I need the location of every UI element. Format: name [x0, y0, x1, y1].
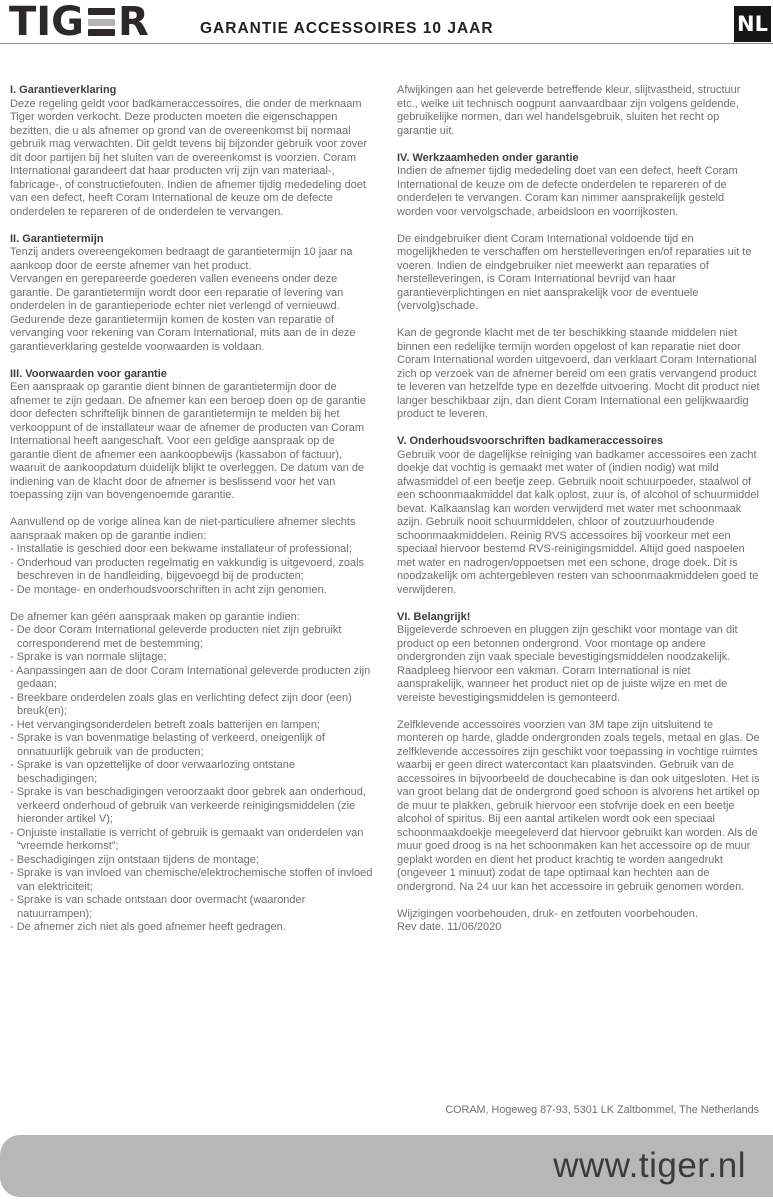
paragraph: De afnemer kan géén aanspraak maken op garantie indien: [10, 610, 300, 623]
bullet-item: - Het vervangingsonderdelen betreft zoals batterijen en lampen; [10, 718, 321, 731]
paragraph: Afwijkingen aan het geleverde betreffende kleur, slijtvastheid, structuur etc., welke uit technisch oogpunt aanvaardbaar zijn volgens geldende, gebruikelijke normen, dan wel handelsgebruik, sluiten het recht op garantie uit. [397, 84, 741, 137]
paragraph-gap [10, 219, 373, 233]
bullet-item: - De afnemer zich niet als goed afnemer heeft gedragen. [10, 921, 286, 933]
paragraph: De eindgebruiker dient Coram International voldoende tijd en mogelijkheden te verschaffen om herstelleveringen en/of reparaties uit te voeren. Indien de eindgebruiker niet meewerkt aan reparaties of herstelleveringen, is Coram International bevrijd van haar garantieverplichtingen en niet aansprakelijk voor de eventuele (vervolg)schade. [397, 232, 752, 312]
section-heading: III. Voorwaarden voor garantie [10, 367, 167, 380]
paragraph: Rev date. 11/06/2020 [397, 921, 502, 933]
paragraph: Bijgeleverde schroeven en pluggen zijn geschikt voor montage van dit product op een betonnen ondergrond. Voor montage op andere ondergronden zijn vaak speciale bevestigingsmiddelen noodzakelijk. Raadpleeg hiervoor een vakman. Coram International is niet aansprakelijk, wanneer het product niet op de juiste wijze en met de vereiste bevestigingsmiddelen is gemonteerd. [397, 624, 738, 704]
right-column [397, 84, 760, 935]
paragraph-gap [397, 705, 760, 719]
paragraph-gap [397, 894, 760, 908]
bullet-item: - De montage- en onderhoudsvoorschriften in acht zijn genomen. [10, 583, 327, 596]
paragraph-gap [10, 597, 373, 611]
section-heading: IV. Werkzaamheden onder garantie [397, 151, 579, 164]
bullet-item: - Beschadigingen zijn ontstaan tijdens de montage; [10, 853, 259, 866]
document-body [0, 44, 773, 935]
paragraph: Wijzigingen voorbehouden, druk- en zetfouten voorbehouden. [397, 907, 698, 920]
bullet-item: - Aanpassingen aan de door Coram International geleverde producten zijn gedaan; [10, 664, 371, 690]
tiger-logo-text-right: R [118, 0, 149, 45]
section-heading: II. Garantietermijn [10, 232, 104, 245]
paragraph: Vervangen en gerepareerde goederen vallen eveneens onder deze garantie. De garantietermijn wordt door een reparatie of levering van onderdelen in de garantieperiode echter niet verlengd of vernieuwd. [10, 273, 344, 312]
bullet-item: - Installatie is geschied door een bekwame installateur of professional; [10, 543, 352, 555]
bullet-item: - Sprake is van schade ontstaan door overmacht (waaronder natuurrampen); [10, 894, 306, 920]
paragraph: Indien de afnemer tijdig mededeling doet van een defect, heeft Coram International de keuze om de defecte onderdelen te repareren of de onderdelen te vervangen. Coram kan nimmer aansprakelijk gesteld worden voor vervolgschade, arbeidsloon en voorrijkosten. [397, 165, 738, 218]
paragraph: Kan de gegronde klacht met de ter beschikking staande middelen niet binnen een redelijke termijn worden opgelost of kan reparatie niet door Coram International worden uitgevoerd, dan verklaart Coram International zich op verzoek van de afnemer bereid om een gratis vervangend product te leveren van hetzelfde type en dezelfde uitvoering. Mocht dit product niet langer beschikbaar zijn, dan dient Coram International een gelijkwaardig product te leveren. [397, 327, 760, 420]
paragraph: Tenzij anders overeengekomen bedraagt de garantietermijn 10 jaar na aankoop door de eerste afnemer van het product. [10, 246, 353, 272]
paragraph-gap [397, 597, 760, 611]
document-header [0, 0, 773, 44]
paragraph: Gebruik voor de dagelijkse reiniging van badkamer accessoires een zacht doekje dat vochtig is gemaakt met water of (indien nodig) wat mild afwasmiddel of een beetje zeep. Gebruik nooit schuurpoeder, staalwol of een schoonmaakmiddel dat kalk oplost, zuur is, of alcohol of schuurmiddel bevat. Kalkaanslag kan worden verwijderd met water met schoonmaak azijn. Gebruik nooit schuurmiddelen, chloor of zoutzuurhoudende schoonmaakmiddelen. Reinig RVS accessoires bij voorkeur met een speciaal hiervoor bestemd RVS-reinigingsmiddel. Altijd goed naspoelen met water en nadrogen/oppoetsen met een schone, droge doek. Dit is noodzakelijk om achtergebleven resten van schoonmaakmiddelen goed te verwijderen. [397, 448, 759, 596]
bullet-item: - De door Coram International geleverde producten niet zijn gebruikt corresponderend met de bestemming; [10, 624, 342, 650]
website-url: www.tiger.nl [553, 1146, 746, 1185]
bullet-item: - Sprake is van beschadigingen veroorzaakt door gebrek aan onderhoud, verkeerd onderhoud of gebruik van verkeerde reinigingsmiddelen (zie hieronder artikel V); [10, 786, 366, 825]
bullet-item: - Breekbare onderdelen zoals glas en verlichting defect zijn door (een) breuk(en); [10, 691, 352, 717]
left-column [10, 84, 373, 935]
paragraph: Gedurende deze garantietermijn komen de kosten van reparatie of vervanging voor rekening van Coram International, mits aan de in deze garantieverklaring gestelde voorwaarden is voldaan. [10, 313, 356, 353]
tiger-logo-e-icon [88, 8, 115, 36]
paragraph: Deze regeling geldt voor badkameraccessoires, die onder de merknaam Tiger worden verkocht. Deze producten moeten die eigenschappen bezitten, die u als afnemer op grond van de overeenkomst bij normaal gebruik mag verwachten. Dit geldt tevens bij bijzonder gebruik voor zover dit door partijen bij het sluiten van de overeenkomst is voorzien. Coram International garandeert dat haar producten vrij zijn van materiaal-, fabricage-, of constructiefouten. Indien de afnemer tijdig mededeling doet van een defect, heeft Coram International de keuze om de defecte onderdelen te repareren of de onderdelen te vervangen. [10, 97, 368, 218]
bullet-item: - Sprake is van invloed van chemische/elektrochemische stoffen of invloed van elektriciteit; [10, 867, 373, 893]
bullet-item: - Onderhoud van producten regelmatig en vakkundig is uitgevoerd, zoals beschreven in de handleiding, bijgevoegd bij de producten; [10, 556, 365, 582]
tiger-logo-text-left: TIG [9, 0, 84, 45]
section-heading: V. Onderhoudsvoorschriften badkameraccessoires [397, 435, 664, 447]
paragraph-gap [397, 314, 760, 328]
page-title: GARANTIE ACCESSOIRES 10 JAAR [200, 20, 494, 37]
address-line: CORAM, Hogeweg 87-93, 5301 LK Zaltbommel, The Netherlands [445, 1104, 759, 1116]
paragraph: Een aanspraak op garantie dient binnen de garantietermijn door de afnemer te zijn gedaan. De afnemer kan een beroep doen op de garantie door defecten schriftelijk binnen de garantietermijn te melden bij het verkooppunt of de installateur waar de afnemer de producten van Coram International heeft aangeschaft. Voor een geldige aanspraak op de garantie dient de afnemer een aankoopbewijs (kassabon of factuur), waaruit de aankoopdatum duidelijk blijkt te overleggen. De datum van de indiening van de klacht door de afnemer is beslissend voor het van toepassing zijn van bovengenoemde garantie. [10, 381, 366, 501]
paragraph-gap [397, 138, 760, 152]
tiger-logo [9, 0, 149, 45]
bullet-item: - Sprake is van normale slijtage; [10, 651, 167, 663]
paragraph-gap [397, 219, 760, 233]
section-heading: I. Garantieverklaring [10, 84, 117, 96]
language-badge: NL [734, 6, 771, 42]
paragraph: Aanvullend op de vorige alinea kan de niet-particuliere afnemer slechts aanspraak maken op de garantie indien: [10, 516, 356, 542]
footer-bar [0, 1135, 773, 1197]
section-heading: VI. Belangrijk! [397, 610, 471, 623]
bullet-item: - Onjuiste installatie is verricht of gebruik is gemaakt van onderdelen van “vreemde herkomst”; [10, 826, 364, 852]
bullet-item: - Sprake is van bovenmatige belasting of verkeerd, oneigenlijk of onnatuurlijk gebruik van de producten; [10, 732, 325, 758]
paragraph: Zelfklevende accessoires voorzien van 3M tape zijn uitsluitend te monteren op harde, gladde ondergronden zoals tegels, metaal en glas. De zelfklevende accessoires zijn geschikt voor toepassing in vochtige ruimtes waarbij er geen direct watercontact kan plaatsvinden. Gebruik van de accessoires in bijvoorbeeld de douchecabine is dan ook uitgesloten. Het is van groot belang dat de ondergrond goed schoon is alvorens het artikel op de muur te plakken, gebruik hiervoor een stofvrije doek en een beetje alcohol of spiritus. Bij een aantal artikelen wordt ook een speciaal schoonmaakdoekje meegeleverd dat hiervoor gebruikt kan worden. Als de muur goed droog is na het schoonmaken kan het accessoire op de muur geplakt worden en dient het product krachtig te worden aangedrukt (ongeveer 1 minuut) zodat de tape optimaal kan hechten aan de ondergrond. Na 24 uur kan het accessoire in gebruik genomen worden. [397, 718, 760, 893]
bullet-item: - Sprake is van opzettelijke of door verwaarlozing ontstane beschadigingen; [10, 759, 295, 785]
paragraph-gap [10, 503, 373, 517]
paragraph-gap [10, 354, 373, 368]
paragraph-gap [397, 422, 760, 436]
